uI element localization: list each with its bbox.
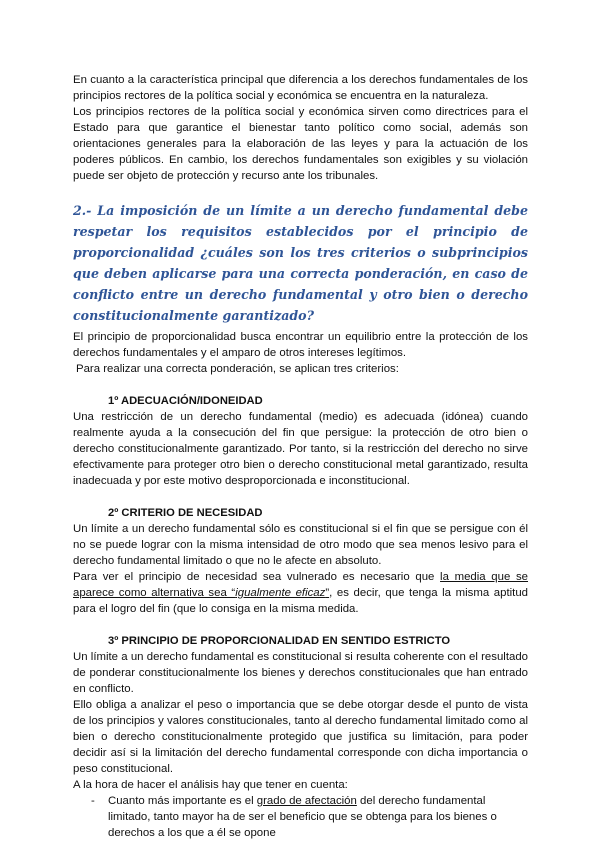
criterion-2-title: 2º CRITERIO DE NECESIDAD xyxy=(108,507,263,519)
paragraph-principles: Los principios rectores de la política social y económica sirven como directrices para el Estado para que garantice el bienestar tanto político como social, además son orientaciones generales para la elaboración de las leyes y para la actuación de los poderes públicos. En cambio, los derechos fundamentales son exigibles y su violación puede ser objeto de protección y recurso ante los tribunales. xyxy=(73,106,528,182)
paragraph-distinction: En cuanto a la característica principal que diferencia a los derechos fundamentales de los principios rectores de la política social y económica se encuentra en la naturaleza. xyxy=(73,74,528,102)
criterion-3-consider: A la hora de hacer el análisis hay que tener en cuenta: xyxy=(73,779,348,791)
criterion-1-title: 1º ADECUACIÓN/IDONEIDAD xyxy=(108,395,263,407)
criterion-2-text: Un límite a un derecho fundamental sólo es constitucional si el fin que se persigue con él no se puede lograr con la misma intensidad de otro modo que sea menos lesivo para el derecho fundamental limitado o que no le afecte en absoluto. xyxy=(73,523,528,567)
document-page xyxy=(73,72,528,841)
criterion-3-text: Un límite a un derecho fundamental es constitucional si resulta coherente con el resultado de ponderar constitucionalmente los bienes y derechos constitucionales que han entrado en conflicto. xyxy=(73,651,528,695)
underlined-alternative: la media que se aparece como alternativa sea “igualmente eficaz” xyxy=(73,571,529,599)
criterion-3-title: 3º PRINCIPIO DE PROPORCIONALIDAD EN SENTIDO ESTRICTO xyxy=(108,635,451,647)
underlined-affectation: grado de afectación xyxy=(256,795,357,807)
criterion-1-text: Una restricción de un derecho fundamental (medio) es adecuada (idónea) cuando realmente ayuda a la consecución del fin que persigue: la protección de otro bien o derecho constitucionalmente garantizado. Por tanto, si la restricción del derecho no sirve efectivamente para proteger otro bien o derecho constitucional metal garantizado, resulta inadecuada y por este motivo desproporcionada e inconstitucional. xyxy=(73,411,528,487)
bullet-text: Cuanto más importante es el grado de afectación del derecho fundamental limitado, tanto mayor ha de ser el beneficio que se obtenga para los bienes o derechos a los que a él se opone xyxy=(108,795,497,839)
bullet-dash: - xyxy=(91,795,95,807)
paragraph-criteria-intro: Para realizar una correcta ponderación, se aplican tres criterios: xyxy=(76,363,399,375)
criterion-3-analysis: Ello obliga a analizar el peso o importancia que se debe otorgar desde el punto de vista de los principios y valores constitucionales, tanto al derecho fundamental limitado como al bien o derecho constitucionalmente protegido que justifica su limitación, para poder decidir así si la limitación del derecho fundamental corresponde con dicha importancia o peso constitucional. xyxy=(73,699,528,775)
list-item xyxy=(91,793,528,841)
question-heading: 2.- La imposición de un límite a un derecho fundamental debe respetar los requisitos establecidos por el principio de proporcionalidad ¿cuáles son los tres criterios o subprincipios que deben aplicarse para una correcta ponderación, en caso de conflicto entre un derecho fundamental y otro bien o derecho constitucionalmente garantizado? xyxy=(73,203,528,323)
criterion-2-text-necessity: Para ver el principio de necesidad sea vulnerado es necesario que la media que se aparece como alternativa sea “igualmente eficaz”, es decir, que tenga la misma aptitud para el logro del fin (que lo consiga en la misma medida. xyxy=(73,571,529,615)
paragraph-proportionality-intro: El principio de proporcionalidad busca encontrar un equilibrio entre la protección de los derechos fundamentales y el amparo de otros intereses legítimos. xyxy=(73,331,528,359)
